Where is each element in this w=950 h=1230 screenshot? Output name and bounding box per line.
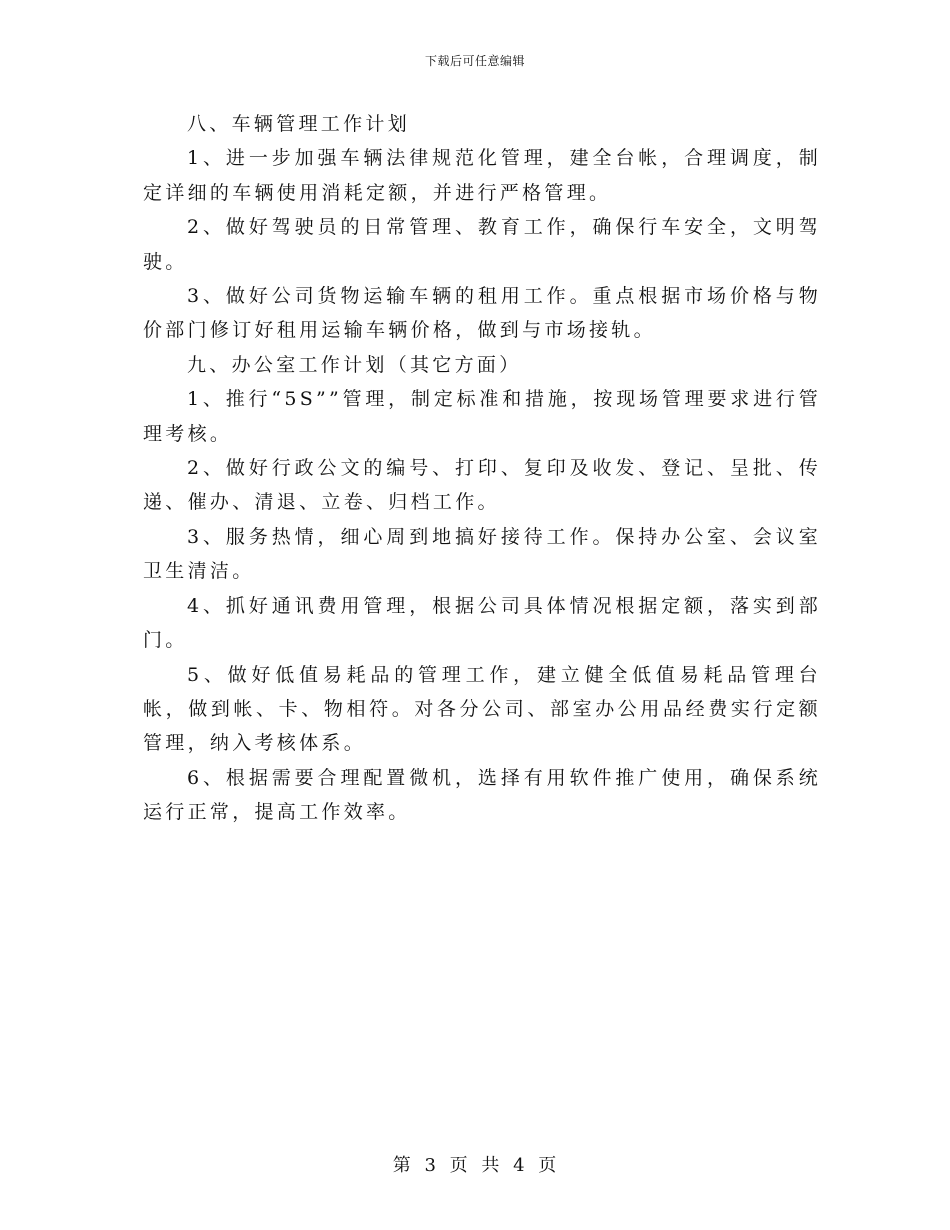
page-header: 下载后可任意编辑 <box>424 54 525 68</box>
paragraph-item: 6、根据需要合理配置微机，选择有用软件推广使用，确保系统运行正常，提高工作效率。 <box>143 766 821 824</box>
paragraph-item: 1、推行“5S””管理，制定标准和措施，按现场管理要求进行管理考核。 <box>143 388 821 445</box>
document-body <box>143 107 821 830</box>
section-heading-vehicle-plan: 八、车辆管理工作计划 <box>187 113 411 135</box>
paragraph-item: 3、服务热情，细心周到地搞好接待工作。保持办公室、会议室卫生清洁。 <box>143 525 821 583</box>
paragraph-item: 5、做好低值易耗品的管理工作，建立健全低值易耗品管理台帐，做到帐、卡、物相符。对各分公司、部室办公用品经费实行定额管理，纳入考核体系。 <box>143 663 821 755</box>
paragraph-item: 2、做好行政公文的编号、打印、复印及收发、登记、呈批、传递、催办、清退、立卷、归档工作。 <box>143 457 821 514</box>
paragraph-item: 2、做好驾驶员的日常管理、教育工作，确保行车安全，文明驾驶。 <box>143 216 821 273</box>
paragraph-item: 3、做好公司货物运输车辆的租用工作。重点根据市场价格与物价部门修订好租用运输车辆价格，做到与市场接轨。 <box>143 285 821 342</box>
paragraph-item: 1、进一步加强车辆法律规范化管理，建全台帐，合理调度，制定详细的车辆使用消耗定额，并进行严格管理。 <box>143 147 821 204</box>
section-heading-office-plan: 九、办公室工作计划（其它方面） <box>187 353 522 376</box>
paragraph-item: 4、抓好通讯费用管理，根据公司具体情况根据定额，落实到部门。 <box>143 594 821 652</box>
page-number: 第 3 页 共 4 页 <box>392 1155 558 1176</box>
